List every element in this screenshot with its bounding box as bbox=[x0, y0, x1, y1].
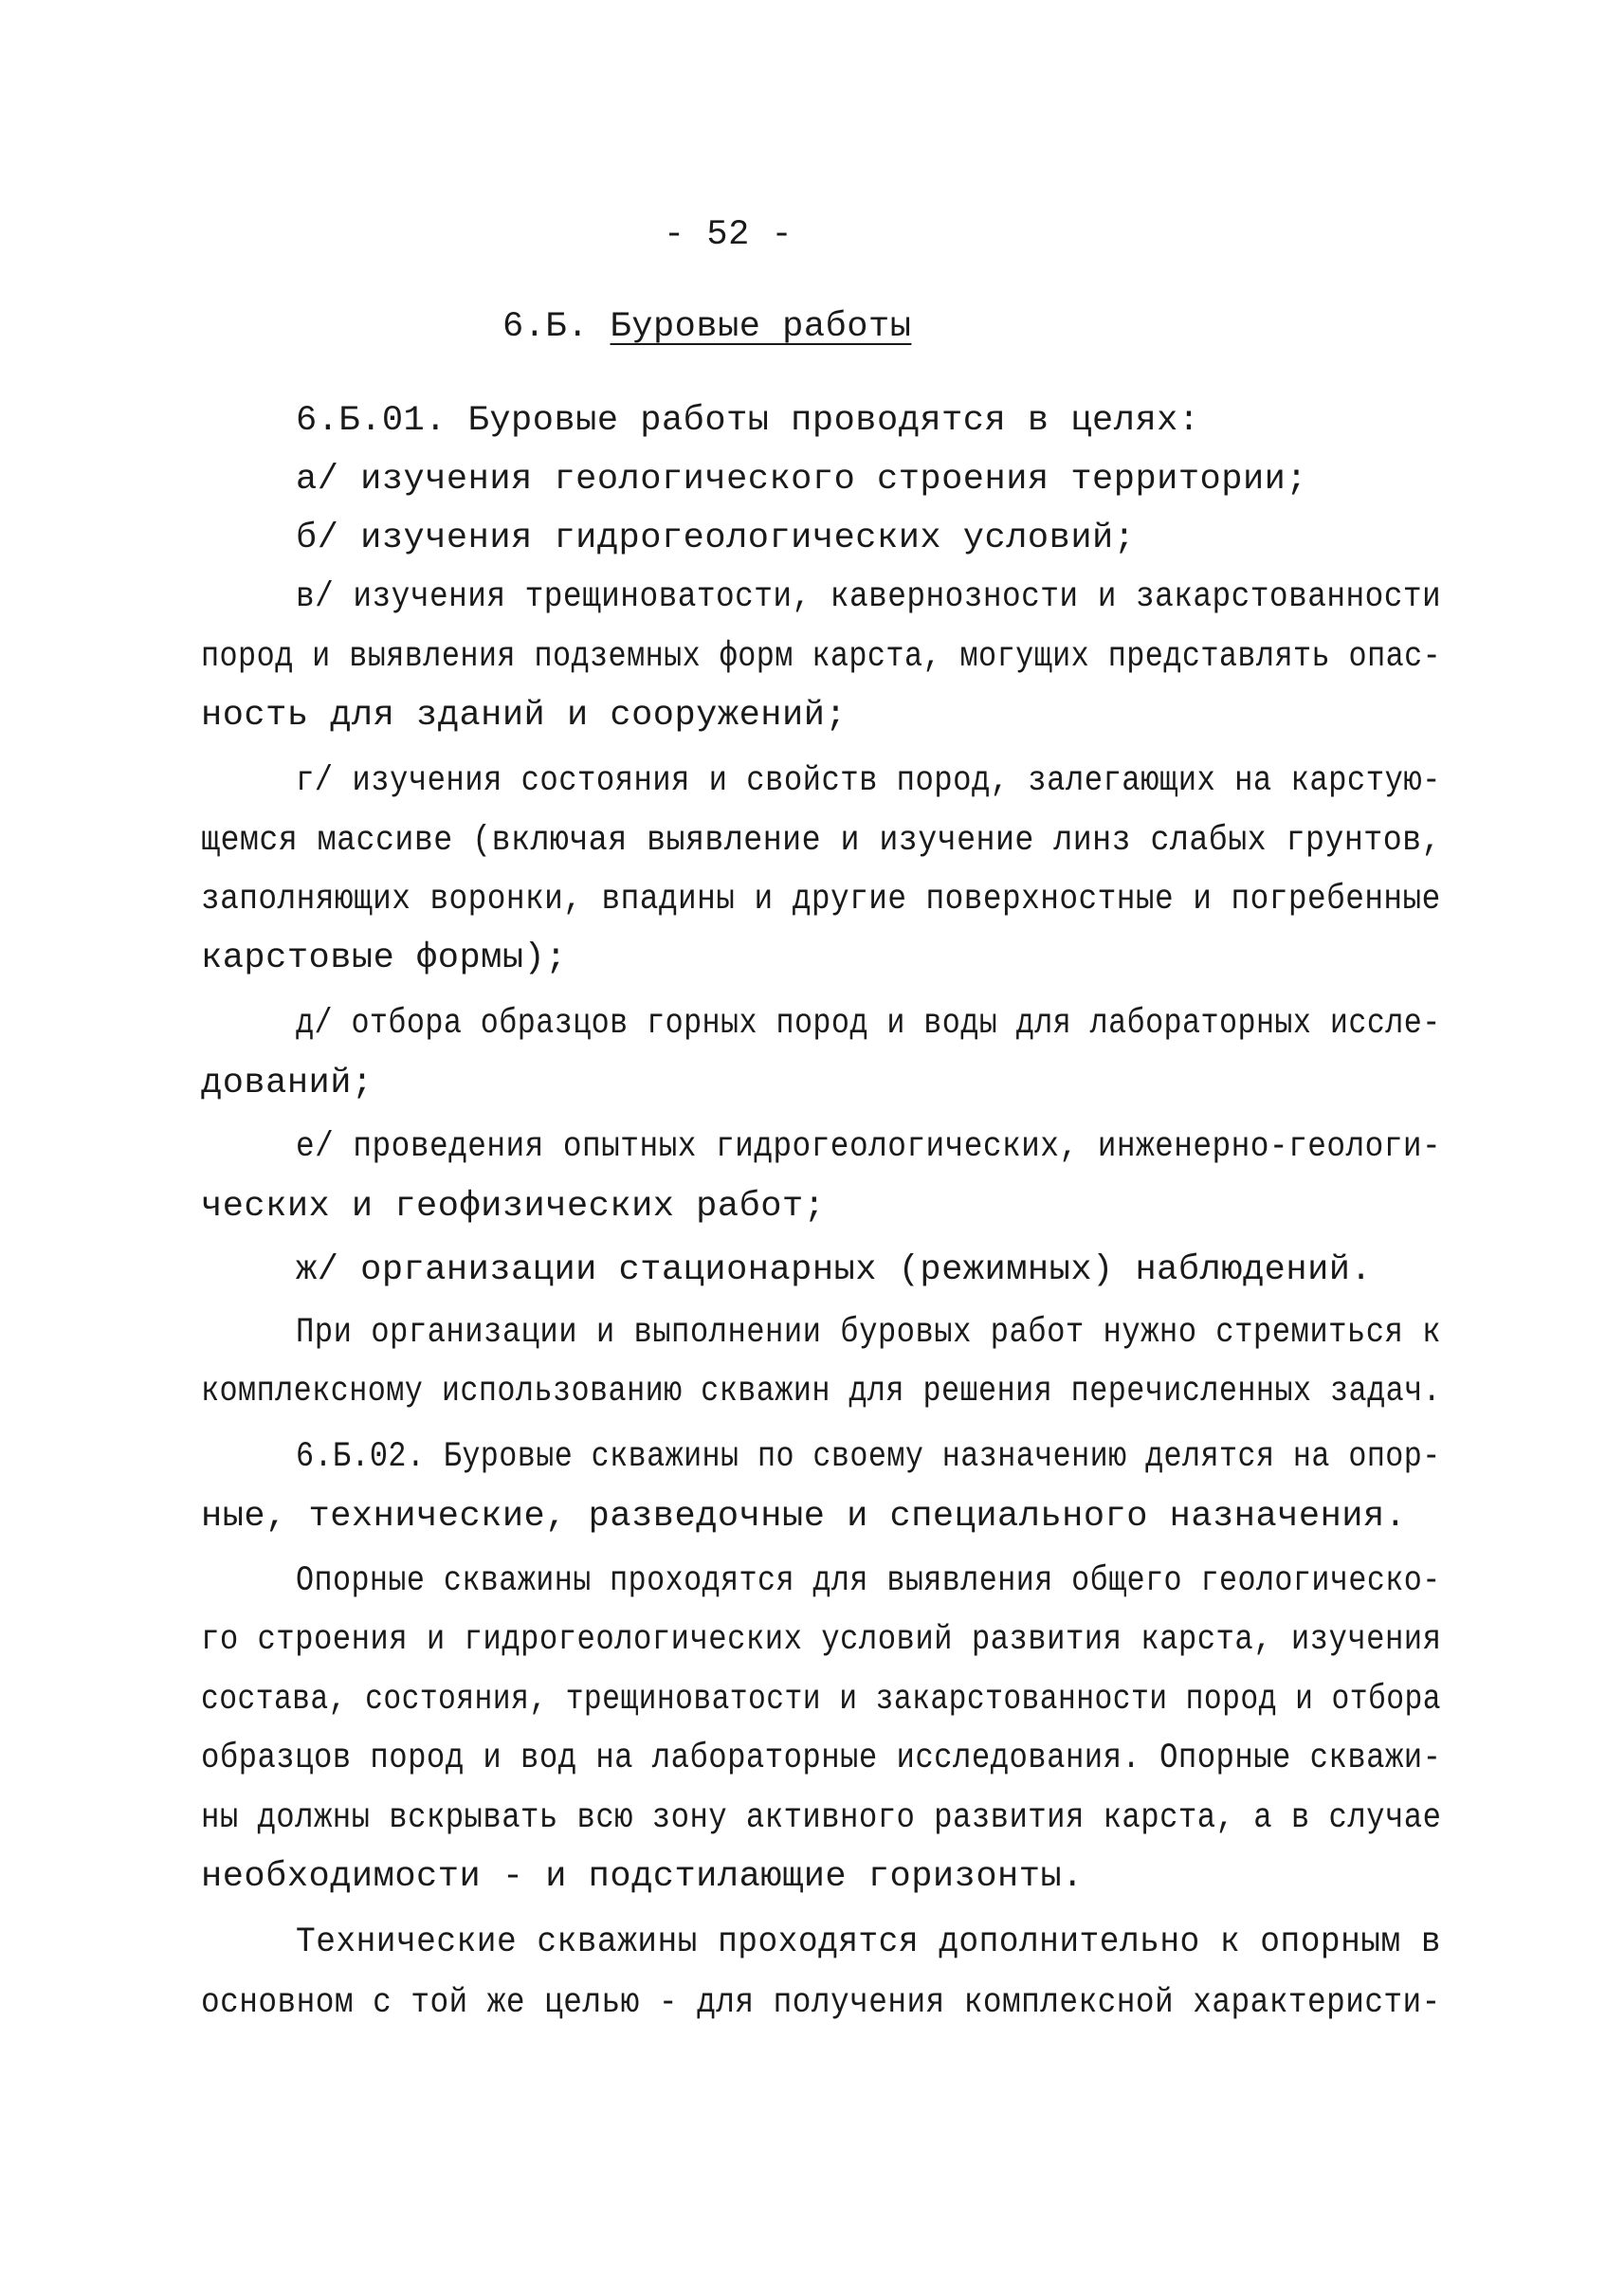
paragraph-line: ность для зданий и сооружений; bbox=[201, 696, 848, 736]
paragraph-line: основном с той же целью - для получения комплексной характеристи- bbox=[201, 1983, 1441, 2023]
paragraph-line: г/ изучения состояния и свойств пород, залегающих на карстую- bbox=[296, 761, 1441, 801]
paragraph-line: Опорные скважины проходятся для выявления общего геологическо- bbox=[296, 1561, 1441, 1601]
paragraph-line: ные, технические, разведочные и специального назначения. bbox=[201, 1497, 1407, 1537]
page-number: - 52 - bbox=[664, 215, 794, 255]
paragraph-line: ж/ организации стационарных (режимных) наблюдений. bbox=[296, 1250, 1373, 1290]
paragraph-line: образцов пород и вод на лабораторные исследования. Опорные скважи- bbox=[201, 1739, 1442, 1778]
paragraph-line: заполняющих воронки, впадины и другие поверхностные и погребенные bbox=[201, 880, 1441, 920]
paragraph-line: дований; bbox=[201, 1064, 374, 1103]
paragraph-line: комплексному использованию скважин для решения перечисленных задач. bbox=[201, 1372, 1442, 1412]
paragraph-line: в/ изучения трещиноватости, кавернозности и закарстованности bbox=[296, 577, 1442, 617]
paragraph-line: д/ отбора образцов горных пород и воды для лабораторных иссле- bbox=[296, 1004, 1441, 1044]
paragraph-line: а/ изучения геологического строения территории; bbox=[296, 460, 1308, 500]
paragraph-line: 6.Б.01. Буровые работы проводятся в целях: bbox=[296, 401, 1200, 441]
paragraph-line: При организации и выполнении буровых работ нужно стремиться к bbox=[296, 1313, 1441, 1353]
paragraph-line: щемся массиве (включая выявление и изучение линз слабых грунтов, bbox=[201, 821, 1442, 861]
paragraph-line: ны должны вскрывать всю зону активного развития карста, а в случае bbox=[201, 1798, 1442, 1838]
paragraph-line: карстовые формы); bbox=[201, 938, 567, 978]
paragraph-line: 6.Б.02. Буровые скважины по своему назначению делятся на опор- bbox=[296, 1437, 1441, 1477]
section-heading bbox=[502, 306, 911, 348]
paragraph-line: Технические скважины проходятся дополнительно к опорным в bbox=[296, 1922, 1442, 1962]
section-number: 6.Б. bbox=[502, 307, 589, 347]
paragraph-line: б/ изучения гидрогеологических условий; bbox=[296, 519, 1136, 558]
paragraph-line: е/ проведения опытных гидрогеологических, инженерно-геологи- bbox=[296, 1127, 1442, 1167]
paragraph-line: ческих и геофизических работ; bbox=[201, 1187, 826, 1227]
paragraph-line: пород и выявления подземных форм карста, могущих представлять опас- bbox=[201, 637, 1442, 677]
section-title: Буровые работы bbox=[610, 307, 912, 347]
paragraph-line: состава, состояния, трещиноватости и закарстованности пород и отбора bbox=[201, 1680, 1441, 1720]
paragraph-line: необходимости - и подстилающие горизонты. bbox=[201, 1857, 1084, 1897]
paragraph-line: го строения и гидрогеологических условий развития карста, изучения bbox=[201, 1620, 1442, 1660]
